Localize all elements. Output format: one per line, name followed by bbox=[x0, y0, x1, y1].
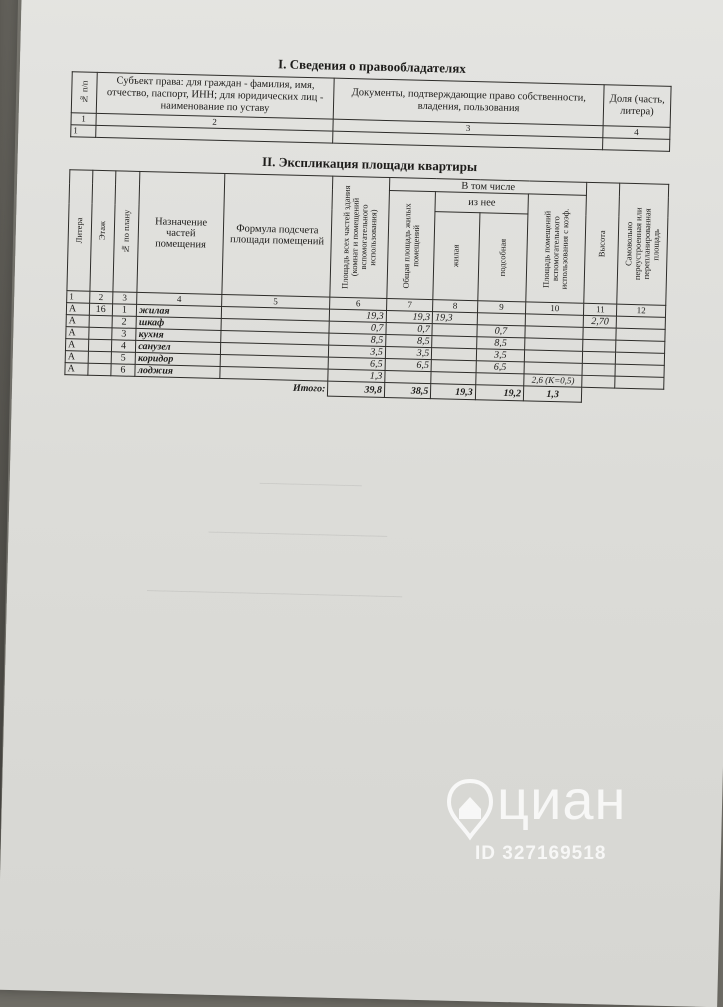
col-unauthorized-label: Самовольно переустроенная или перепланированная площадь bbox=[623, 207, 662, 281]
cell-living bbox=[431, 372, 476, 385]
cell-total: 6,5 bbox=[328, 357, 385, 370]
cell-living: 19,3 bbox=[432, 312, 477, 325]
cell-height bbox=[582, 363, 615, 376]
cell-floor bbox=[89, 327, 112, 340]
colnum-10: 10 bbox=[525, 302, 584, 315]
cell-living-total: 6,5 bbox=[385, 358, 432, 371]
cell-aux: 8,5 bbox=[476, 337, 525, 350]
col-aux-coef bbox=[526, 194, 587, 303]
cell-living bbox=[431, 360, 476, 373]
colnum-11: 11 bbox=[584, 303, 617, 316]
cell-aux: 3,5 bbox=[476, 349, 525, 362]
cell-living-total: 3,5 bbox=[385, 346, 432, 359]
col-total-area-label: Площадь всех частей здания (комнат и помещений вспомогательного использования) bbox=[339, 185, 379, 289]
colnum-1: 1 bbox=[67, 291, 90, 304]
colnum-7: 7 bbox=[386, 299, 433, 312]
bleed-through-text: ────────────────────────────── bbox=[146, 583, 403, 604]
col-living-total bbox=[387, 191, 436, 300]
cell-plan: 1 bbox=[112, 304, 137, 317]
colnum-9: 9 bbox=[477, 301, 526, 314]
col-auxiliary-label: подсобная bbox=[496, 238, 508, 277]
colnum-4: 4 bbox=[137, 292, 222, 306]
col-litera-label: Литера bbox=[73, 217, 85, 244]
cell-plan: 3 bbox=[111, 328, 136, 341]
totals-total: 39,8 bbox=[328, 381, 385, 397]
col-floor-label: Этаж bbox=[96, 221, 108, 241]
col-purpose: Назначение частей помещения bbox=[137, 171, 224, 294]
totals-aux: 19,2 bbox=[475, 385, 524, 401]
cell-litera: А bbox=[65, 339, 88, 352]
cell-floor: 16 bbox=[89, 303, 112, 316]
col-including: В том числе bbox=[389, 178, 587, 196]
cell-height bbox=[583, 351, 616, 364]
cell-floor bbox=[89, 315, 112, 328]
col-floor bbox=[90, 170, 116, 292]
cell-litera: А bbox=[66, 315, 89, 328]
col-living-total-label: Общая площадь жилых помещений bbox=[400, 202, 421, 288]
cell-name: санузел bbox=[136, 340, 221, 354]
col-formula: Формула подсчета площади помещений bbox=[221, 174, 333, 298]
cell-name: шкаф bbox=[136, 316, 221, 330]
col-litera bbox=[67, 170, 93, 292]
colnum-12: 12 bbox=[617, 304, 666, 317]
col-total-area bbox=[330, 176, 390, 298]
owners-table bbox=[70, 71, 671, 152]
owners-col-subject: Субъект права: для граждан - фамилия, имя, отчество, паспорт, ИНН; для юридических лиц - наименование по уставу bbox=[96, 72, 334, 119]
cell-living-total: 8,5 bbox=[385, 334, 432, 347]
cell-living-total bbox=[385, 370, 432, 383]
colnum-3: 3 bbox=[112, 292, 137, 305]
cell-litera: А bbox=[65, 351, 88, 364]
cell-name: коридор bbox=[135, 352, 220, 366]
cell-living bbox=[432, 348, 477, 361]
document-content bbox=[64, 51, 672, 405]
cell-height bbox=[583, 339, 616, 352]
cell-name: лоджия bbox=[135, 364, 220, 378]
owners-col-share: Доля (часть, литера) bbox=[603, 85, 671, 128]
colnum-5: 5 bbox=[221, 294, 330, 309]
col-auxiliary bbox=[477, 213, 527, 302]
cell-plan: 6 bbox=[110, 364, 135, 377]
area-table bbox=[64, 169, 669, 405]
cell-plan: 4 bbox=[111, 340, 136, 353]
cell-total: 0,7 bbox=[329, 321, 386, 334]
totals-empty-2 bbox=[614, 388, 663, 404]
col-height-label: Высота bbox=[596, 229, 607, 257]
bleed-through-text: ───────────────────── bbox=[208, 524, 388, 544]
cell-height: 2,70 bbox=[584, 315, 617, 328]
cell-total: 8,5 bbox=[329, 333, 386, 346]
cell-name: жилая bbox=[137, 304, 222, 318]
bleed-through-text: ──────────── bbox=[259, 475, 362, 493]
section1-title: I. Сведения о правообладателях bbox=[277, 56, 467, 76]
cell-plan: 5 bbox=[111, 352, 136, 365]
cell-height bbox=[582, 375, 615, 388]
cell-aux: 6,5 bbox=[476, 361, 525, 374]
cell-floor bbox=[88, 339, 111, 352]
col-aux-coef-label: Площадь помещений вспомогательного использования с коэф. bbox=[540, 208, 571, 290]
owners-col-num-label: № п/п bbox=[78, 80, 90, 105]
owners-col-num bbox=[71, 72, 97, 114]
colnum-2: 2 bbox=[89, 291, 112, 304]
owners-row-num: 1 bbox=[71, 125, 96, 138]
cell-plan: 2 bbox=[112, 316, 137, 329]
cell-litera: А bbox=[65, 363, 88, 376]
totals-coef: 1,3 bbox=[523, 386, 582, 402]
cell-living bbox=[432, 336, 477, 349]
col-height bbox=[584, 182, 620, 304]
cell-aux: 0,7 bbox=[477, 325, 526, 338]
colnum-6: 6 bbox=[330, 297, 387, 310]
owners-num-3: 3 bbox=[333, 119, 603, 138]
watermark-brand: циан bbox=[497, 768, 627, 831]
cell-floor bbox=[88, 363, 111, 376]
owners-num-4: 4 bbox=[603, 126, 670, 140]
totals-label: Итого: bbox=[65, 375, 329, 396]
cell-floor bbox=[88, 351, 111, 364]
owners-col-documents: Документы, подтверждающие право собственности, владения, пользования bbox=[333, 78, 604, 126]
col-of-which: из нее bbox=[435, 192, 528, 214]
col-plan-no-label: № по плану bbox=[120, 209, 132, 254]
colnum-8: 8 bbox=[433, 300, 478, 313]
house-logo-icon bbox=[445, 775, 495, 845]
watermark-id: ID 327169518 bbox=[475, 843, 607, 864]
cell-name: кухня bbox=[136, 328, 221, 342]
cell-coef: 2,6 (К=0,5) bbox=[524, 374, 583, 387]
cell-total: 1,3 bbox=[328, 369, 385, 382]
watermark bbox=[445, 768, 675, 875]
owners-num-2: 2 bbox=[96, 113, 333, 131]
cell-living-total: 0,7 bbox=[386, 322, 433, 335]
cell-living bbox=[432, 324, 477, 337]
cell-litera: А bbox=[66, 327, 89, 340]
col-plan-no bbox=[112, 171, 140, 293]
cell-litera: А bbox=[66, 303, 89, 316]
section2-title: II. Экспликация площади квартиры bbox=[261, 153, 478, 175]
col-living bbox=[433, 212, 480, 301]
owners-share-cell bbox=[603, 138, 670, 152]
totals-living-total: 38,5 bbox=[384, 382, 431, 398]
cell-total: 3,5 bbox=[329, 345, 386, 358]
totals-empty-1 bbox=[582, 387, 615, 403]
cell-living-total: 19,3 bbox=[386, 311, 433, 324]
cell-total: 19,3 bbox=[330, 309, 387, 322]
col-unauthorized bbox=[617, 183, 669, 305]
cell-height bbox=[583, 327, 616, 340]
owners-num-1: 1 bbox=[71, 113, 96, 126]
totals-living: 19,3 bbox=[431, 384, 476, 400]
col-living-label: жилая bbox=[450, 244, 462, 268]
